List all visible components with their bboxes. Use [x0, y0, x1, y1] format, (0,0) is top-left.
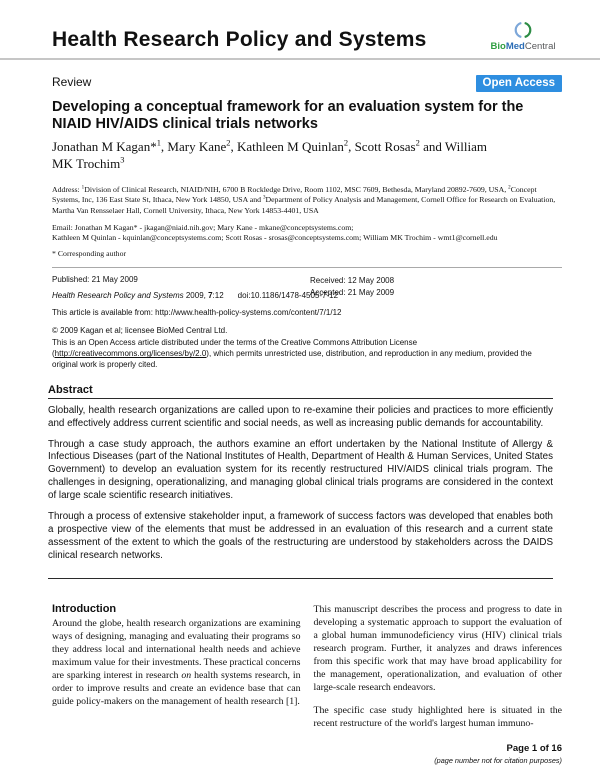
introduction-heading: Introduction [52, 602, 117, 615]
citation-line [52, 291, 562, 301]
paragraph: Through a case study approach, the authors examine an effort undertaken by the National Institute of Allergy & Infectious Diseases (part of the National Institutes of Health, Department of Health & Human Services, United States Government) to develop an evaluation system for its recently restructured HIV/AIDS clinical trials program. The challenges in designing, operationalizing, and managing global clinical trials programs are considered in the context of large scale scientific research initiatives. [48, 438, 553, 502]
paragraph: The specific case study highlighted here is situated in the recent restructure of the world's largest human immuno- [313, 704, 562, 729]
corresponding-author-note: * Corresponding author [52, 248, 127, 258]
email-line: Email: Jonathan M Kagan* - jkagan@niaid.nih.gov; Mary Kane - mkane@conceptsystems.com; [52, 222, 354, 232]
received-accepted-block [310, 275, 394, 300]
right-column-text [314, 603, 563, 730]
logo-text-bio: Bio [490, 41, 506, 52]
article-url-link[interactable]: http://www.health-policy-systems.com/content/7/1/12 [155, 308, 342, 318]
copyright-line: © 2009 Kagan et al; licensee BioMed Central Ltd. [52, 325, 228, 335]
article-body [52, 603, 562, 740]
journal-masthead [0, 0, 600, 60]
left-column-text [52, 617, 301, 708]
availability-prefix: This article is available from: [52, 308, 156, 318]
biomed-central-logo [484, 20, 562, 52]
page-footer [434, 743, 562, 765]
license-text [52, 337, 557, 371]
page-number: Page 1 of 16 [506, 743, 562, 754]
author-list: Jonathan M Kagan*$^1$, Mary Kane$^2$, Kathleen M Quinlan$^2$, Scott Rosas$^2$ and William MK Trochim$^3$ [52, 137, 487, 171]
abstract-section [48, 384, 553, 579]
right-column [314, 603, 563, 740]
paragraph: Through a process of extensive stakeholder input, a framework of success factors was developed that enables both a prospective view of the elements that must be addressed in an evaluation of this research and a current state assessment of the extent to which the goals of the restructuring are understood by stakeholders across the DAIDS clinical research networks. [48, 511, 553, 561]
license-url-link[interactable]: http://creativecommons.org/licenses/by/2.0 [54, 349, 207, 359]
article-type-label: Review [52, 74, 92, 89]
article-title: Developing a conceptual framework for an evaluation system for the NIAID HIV/AIDS clinical trials networks [52, 98, 524, 133]
paragraph: Around the globe, health research organizations are examining ways of designing, managing and evaluating their programs so they address local and international health needs and achieve maximum value for their investments. These practical concerns are sparking interest in research on health systems research, in order to improve results and create an evidence base that can guide policy-makers on the management of health research [1]. [52, 617, 301, 707]
citation-issue: :12 [212, 290, 224, 300]
accepted-date: Accepted: 21 May 2009 [310, 287, 395, 297]
published-date: Published: 21 May 2009 [52, 274, 138, 284]
author-emails [52, 223, 562, 244]
left-column [52, 603, 301, 740]
license-post: ), which permits unrestricted use, distribution, and reproduction in any medium, provided the original work is properly cited. [52, 349, 532, 370]
license-pre: This is an Open Access article distributed under the terms of the Creative Commons Attribution License ( [52, 338, 418, 359]
citation-year: 2009, [183, 290, 209, 300]
logo-text-central: Central [524, 41, 556, 52]
article-type-row [52, 75, 562, 92]
citation-purpose-note: (page number not for citation purposes) [434, 756, 562, 765]
logo-text-med: Med [505, 41, 525, 52]
paragraph: This manuscript describes the process and progress to date in developing a systematic approach to support the evaluation of a global human immunodeficiency virus (HIV) clinical trials research program. Further, it analyzes and draws inferences from this specific work that may have broad applicability for the management, operationalization, and evaluation of other large-scale research endeavors. [313, 603, 562, 693]
biomed-logo-text [484, 42, 562, 52]
divider [52, 267, 562, 268]
citation-volume: 7 [208, 290, 213, 300]
citation-journal: Health Research Policy and Systems [52, 290, 184, 300]
availability-line [52, 308, 562, 318]
paragraph: Globally, health research organizations are called upon to re-examine their policies and practices to more efficiently and effectively address current scientific and social needs, as well as increasing public demands for accountability. [48, 404, 553, 429]
open-access-badge[interactable]: Open Access [476, 75, 562, 92]
received-date: Received: 12 May 2008 [310, 275, 395, 285]
abstract-body [48, 405, 553, 563]
publication-info [52, 275, 562, 371]
biomed-circle-icon [513, 20, 533, 40]
affiliations: Address: $^1$Division of Clinical Research, NIAID/NIH, 6700 B Rockledge Drive, Room 1102, MSC 7609, Bethesda, Maryland 20892-7609, USA, $^2$Concept Systems, Inc, 136 East State St, Ithaca, New York 14850, USA and $^3$Department of Policy Analysis and Management, Cornell Office for Research on Evaluation, Martha Van Rensselaer Hall, Cornell University, Ithaca, New York 14853-4401, USA [52, 184, 556, 215]
email-line: Kathleen M Quinlan - kquinlan@conceptsystems.com; Scott Rosas - srosas@conceptsystems.com; William MK Trochim - wmt1@cornell.edu [52, 233, 498, 243]
doi: doi:10.1186/1478-4505-7-12 [237, 290, 339, 300]
journal-title: Health Research Policy and Systems [52, 27, 427, 51]
abstract-heading: Abstract [48, 384, 553, 399]
